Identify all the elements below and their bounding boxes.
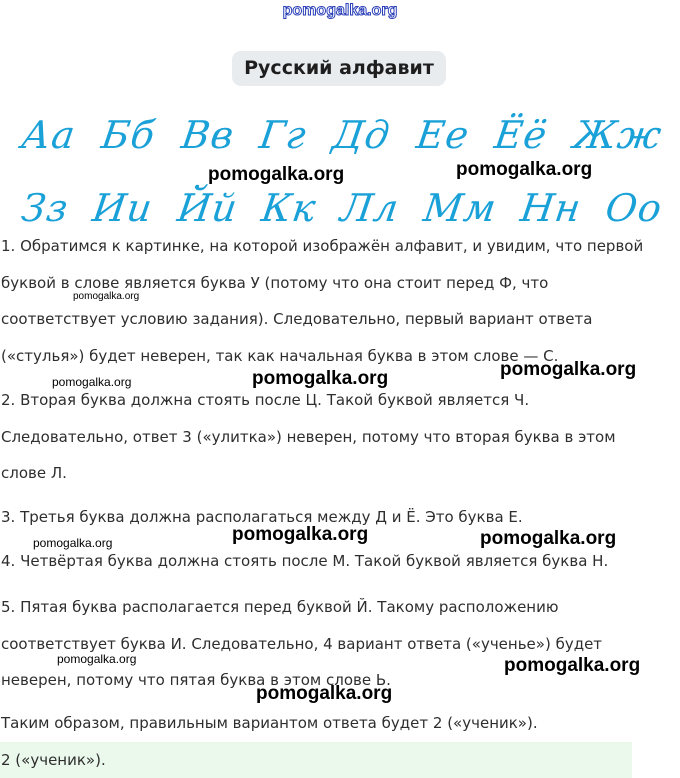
letter-pair: Лл xyxy=(337,186,403,230)
text-line: Следовательно, ответ 3 («улитка») неверен, потому что вторая буква в этом xyxy=(1,427,616,446)
letter-pair: Ее xyxy=(413,113,472,157)
alphabet-row-2 xyxy=(18,186,666,230)
letter-pair: Бб xyxy=(98,113,159,157)
text-line: 1. Обратимся к картинке, на которой изображён алфавит, и увидим, что первой xyxy=(1,237,644,255)
watermark: pomogalka.org xyxy=(232,524,369,545)
letter-pair: Йй xyxy=(174,186,241,230)
text-line: неверен, потому что пятая буква в этом слове Ь. xyxy=(1,671,391,689)
explanation-step-2 xyxy=(1,382,677,492)
watermark: pomogalka.org xyxy=(52,375,132,389)
letter-pair: Кк xyxy=(259,186,320,230)
text-line: буквой в слове является буква У (потому что она стоит перед Ф, что xyxy=(1,273,549,292)
letter-pair: Гг xyxy=(257,113,310,157)
letter-pair: Аа xyxy=(18,113,79,157)
text-line: («стулья») будет неверен, так как начальная буква в этом слове — С. xyxy=(1,346,559,365)
answer-box xyxy=(0,742,632,778)
watermark: pomogalka.org xyxy=(500,359,637,380)
text-line: слове Л. xyxy=(1,464,67,482)
page-title: Русский алфавит xyxy=(232,51,446,86)
watermark: pomogalka.org xyxy=(256,683,393,704)
watermark: pomogalka.org xyxy=(208,164,345,185)
text-line: соответствует буква И. Следовательно, 4 вариант ответа («ученье») будет xyxy=(1,634,603,653)
letter-pair: Жж xyxy=(570,113,666,157)
conclusion xyxy=(1,705,677,742)
alphabet-row-1 xyxy=(18,113,666,157)
watermark: pomogalka.org xyxy=(504,655,641,676)
site-watermark-top: pomogalka.org xyxy=(282,2,398,19)
letter-pair: Ии xyxy=(90,186,156,230)
letter-pair: Нн xyxy=(517,186,585,230)
letter-pair: Вв xyxy=(178,113,237,157)
text-line: соответствует условию задания). Следовательно, первый вариант ответа xyxy=(1,310,593,328)
watermark: pomogalka.org xyxy=(480,528,617,549)
letter-pair: Ёё xyxy=(492,113,551,157)
watermark: pomogalka.org xyxy=(73,291,140,302)
text-line: 2. Вторая буква должна стоять после Ц. Такой буквой является Ч. xyxy=(1,391,530,409)
watermark: pomogalka.org xyxy=(456,159,593,180)
text-line: Таким образом, правильным вариантом ответа будет 2 («ученик»). xyxy=(1,714,538,732)
watermark: pomogalka.org xyxy=(33,536,113,550)
answer-text: 2 («ученик»). xyxy=(1,751,106,769)
letter-pair: Зз xyxy=(18,186,72,230)
watermark: pomogalka.org xyxy=(57,652,137,666)
text-line: 4. Четвёртая буква должна стоять после М. Такой буквой является буква Н. xyxy=(1,552,609,570)
text-line: 5. Пятая буква располагается перед буквой Й. Такому расположению xyxy=(1,598,559,616)
watermark: pomogalka.org xyxy=(252,368,389,389)
letter-pair: Оо xyxy=(602,186,666,230)
text-line: 3. Третья буква должна располагаться между Д и Ё. Это буква Е. xyxy=(1,508,523,526)
letter-pair: Дд xyxy=(329,113,394,157)
letter-pair: Мм xyxy=(420,186,500,230)
